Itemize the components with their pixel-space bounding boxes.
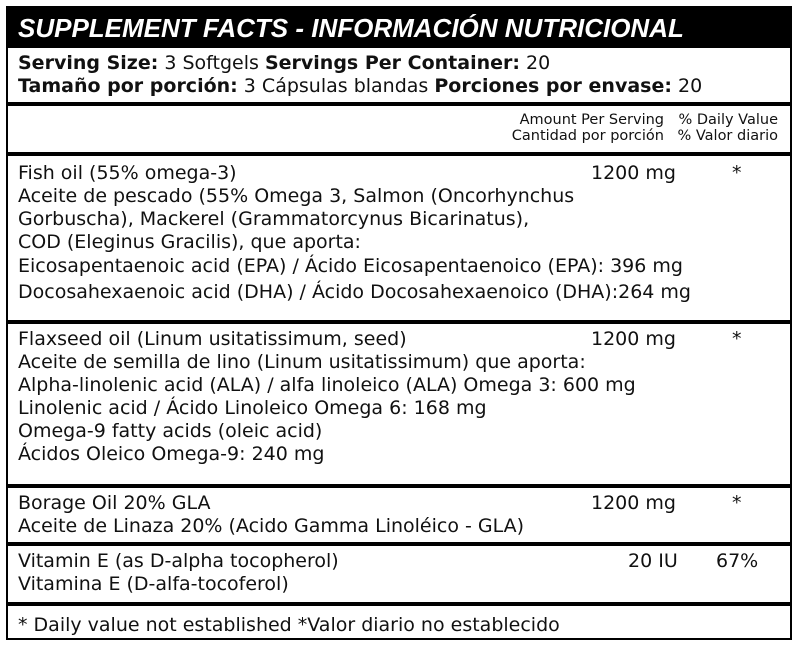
thick-divider [8, 320, 790, 324]
serving-info [18, 52, 702, 98]
row-line: COD (Eleginus Gracilis), que aporta: [18, 231, 361, 253]
tamano-porcion-label: Tamaño por porción: [18, 75, 238, 97]
dv-header-es: % Valor diario [677, 128, 778, 144]
thick-divider [8, 102, 790, 106]
row-line: Flaxseed oil (Linum usitatissimum, seed) [18, 328, 407, 350]
row-line: Gorbuscha), Mackerel (Grammatorcynus Bicarinatus), [18, 208, 530, 230]
footnote: * Daily value not established *Valor diario no establecido [18, 614, 560, 636]
row-line: Linolenic acid / Ácido Linoleico Omega 6: 168 mg [18, 397, 487, 419]
serving-line-en [18, 52, 702, 75]
daily-value: 67% [716, 550, 759, 572]
row-line: Aceite de Linaza 20% (Acido Gamma Linoléico - GLA) [18, 515, 525, 537]
porciones-envase-label: Porciones por envase: [434, 75, 672, 97]
nutrient-row-vitamin-e [18, 550, 339, 596]
thick-divider [8, 484, 790, 488]
row-line: Vitamin E (as D-alpha tocopherol) [18, 550, 339, 572]
row-line: Fish oil (55% omega-3) [18, 162, 237, 184]
row-line: Borage Oil 20% GLA [18, 492, 211, 514]
daily-value: * [732, 328, 742, 350]
serving-line-es [18, 75, 702, 98]
tamano-porcion-value: 3 Cápsulas blandas [237, 75, 435, 97]
row-line: Omega-9 fatty acids (oleic acid) [18, 420, 323, 442]
daily-value: * [732, 492, 742, 514]
nutrient-row-borage-oil [18, 492, 524, 538]
row-line: Aceite de semilla de lino (Linum usitatissimum) que aporta: [18, 351, 586, 373]
amount-value: 1200 mg [591, 492, 676, 514]
amount-value: 1200 mg [591, 162, 676, 184]
thick-divider [8, 602, 790, 606]
supplement-facts-label [6, 6, 792, 640]
row-line: Ácidos Oleico Omega-9: 240 mg [18, 443, 325, 465]
daily-value-column-header [677, 112, 778, 144]
daily-value: * [732, 162, 742, 184]
row-line: Aceite de pescado (55% Omega 3, Salmon (Oncorhynchus [18, 185, 575, 207]
row-line: Docosahexaenoic acid (DHA) / Ácido Docosahexaenoico (DHA):264 mg [18, 281, 691, 303]
dv-header-en: % Daily Value [678, 112, 778, 128]
row-line: Vitamina E (D-alfa-tocoferol) [18, 573, 289, 595]
thick-divider [8, 152, 790, 156]
row-line: Eicosapentaenoic acid (EPA) / Ácido Eicosapentaenoico (EPA): 396 mg [18, 255, 683, 277]
amount-column-header [512, 112, 664, 144]
amount-value: 1200 mg [591, 328, 676, 350]
thick-divider [8, 542, 790, 546]
label-title: SUPPLEMENT FACTS - INFORMACIÓN NUTRICIONAL [8, 8, 790, 48]
servings-per-container-value: 20 [519, 52, 551, 74]
nutrient-row-flaxseed-oil [18, 328, 636, 466]
serving-size-value: 3 Softgels [158, 52, 265, 74]
amount-value: 20 IU [628, 550, 678, 572]
amount-header-es: Cantidad por porción [511, 128, 664, 144]
row-line: Alpha-linolenic acid (ALA) / alfa linoleico (ALA) Omega 3: 600 mg [18, 374, 636, 396]
serving-size-label: Serving Size: [18, 52, 159, 74]
servings-per-container-label: Servings Per Container: [264, 52, 520, 74]
amount-header-en: Amount Per Serving [519, 112, 664, 128]
porciones-envase-value: 20 [671, 75, 703, 97]
